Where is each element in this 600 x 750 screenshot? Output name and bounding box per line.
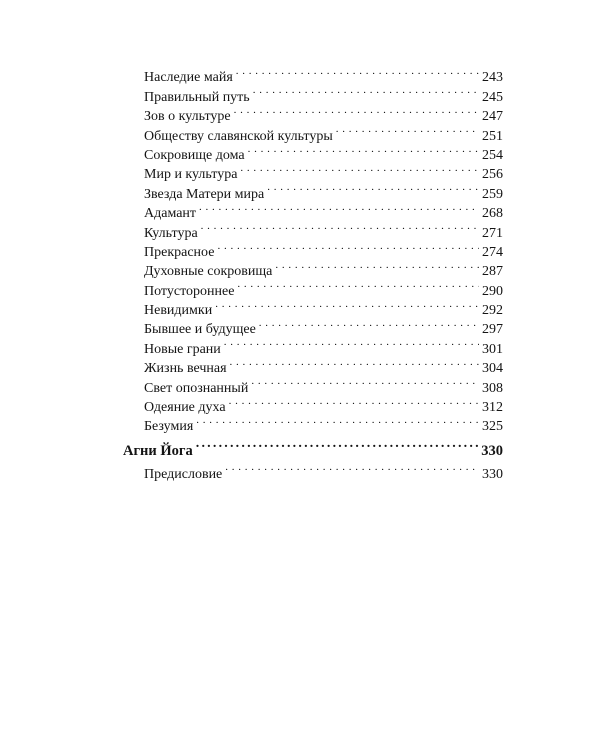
toc-leader-dots	[267, 178, 479, 197]
toc-entry-page: 243	[482, 70, 503, 86]
toc-entry-page: 274	[482, 244, 503, 260]
table-of-contents	[123, 62, 503, 482]
toc-entry-page: 259	[482, 186, 503, 202]
toc-leader-dots	[229, 392, 479, 411]
toc-entry-title: Духовные сокровища	[144, 264, 273, 280]
toc-section-title: Агни Йога	[123, 443, 193, 460]
toc-entry-page: 247	[482, 109, 503, 125]
toc-entry-title: Безумия	[144, 419, 194, 435]
toc-entry-page: 325	[482, 419, 503, 435]
toc-entry-title: Сокровище дома	[144, 147, 245, 163]
toc-section-page: 330	[481, 443, 503, 460]
toc-entry-title: Невидимки	[144, 303, 213, 319]
toc-leader-dots	[225, 458, 479, 477]
toc-entry-title: Прекрасное	[144, 244, 215, 260]
toc-leader-dots	[237, 275, 479, 294]
toc-leader-dots	[217, 237, 479, 256]
toc-leader-dots	[253, 81, 479, 100]
toc-entry-page: 301	[482, 341, 503, 357]
toc-entry[interactable]	[123, 62, 503, 86]
toc-entry-title: Наследие майя	[144, 70, 233, 86]
toc-entry-title: Предисловие	[144, 466, 223, 482]
toc-leader-dots	[234, 101, 479, 120]
toc-leader-dots	[201, 217, 479, 236]
toc-entry-page: 290	[482, 283, 503, 299]
toc-entry-page: 312	[482, 400, 503, 416]
toc-entry-page: 330	[482, 466, 503, 482]
toc-entry-page: 254	[482, 147, 503, 163]
toc-entry-page: 271	[482, 225, 503, 241]
toc-leader-dots	[224, 333, 479, 352]
toc-leader-dots	[196, 411, 479, 430]
toc-leader-dots	[199, 198, 479, 217]
toc-entry-page: 251	[482, 128, 503, 144]
toc-entry-title: Культура	[144, 225, 198, 241]
toc-leader-dots	[236, 62, 479, 81]
toc-leader-dots	[275, 256, 479, 275]
toc-entries	[123, 62, 503, 435]
toc-entry-page: 308	[482, 380, 503, 396]
toc-entry-page: 245	[482, 89, 503, 105]
toc-entry-page: 297	[482, 322, 503, 338]
toc-entry-title: Жизнь вечная	[144, 361, 227, 377]
toc-entry-title: Звезда Матери мира	[144, 186, 265, 202]
toc-leader-dots	[336, 120, 479, 139]
toc-entry-title: Бывшее и будущее	[144, 322, 256, 338]
toc-entry-title: Правильный путь	[144, 89, 250, 105]
toc-entry-title: Новые грани	[144, 341, 221, 357]
toc-entry-page: 292	[482, 303, 503, 319]
toc-entry-title: Зов о культуре	[144, 109, 231, 125]
toc-leader-dots	[248, 140, 479, 159]
toc-leader-dots	[251, 372, 479, 391]
toc-entry-title: Обществу славянской культуры	[144, 128, 333, 144]
toc-leader-dots	[230, 353, 479, 372]
toc-entry-page: 287	[482, 264, 503, 280]
toc-entry-page: 304	[482, 361, 503, 377]
toc-leader-dots	[196, 433, 478, 455]
toc-entry-title: Мир и культура	[144, 167, 238, 183]
toc-entry-title: Одеяние духа	[144, 400, 226, 416]
toc-entry-title: Свет опознанный	[144, 380, 249, 396]
toc-leader-dots	[259, 314, 479, 333]
toc-entry-page: 268	[482, 206, 503, 222]
toc-entry-page: 256	[482, 167, 503, 183]
toc-entry-title: Адамант	[144, 206, 197, 222]
toc-leader-dots	[240, 159, 479, 178]
toc-leader-dots	[215, 295, 479, 314]
toc-entry-title: Потустороннее	[144, 283, 235, 299]
